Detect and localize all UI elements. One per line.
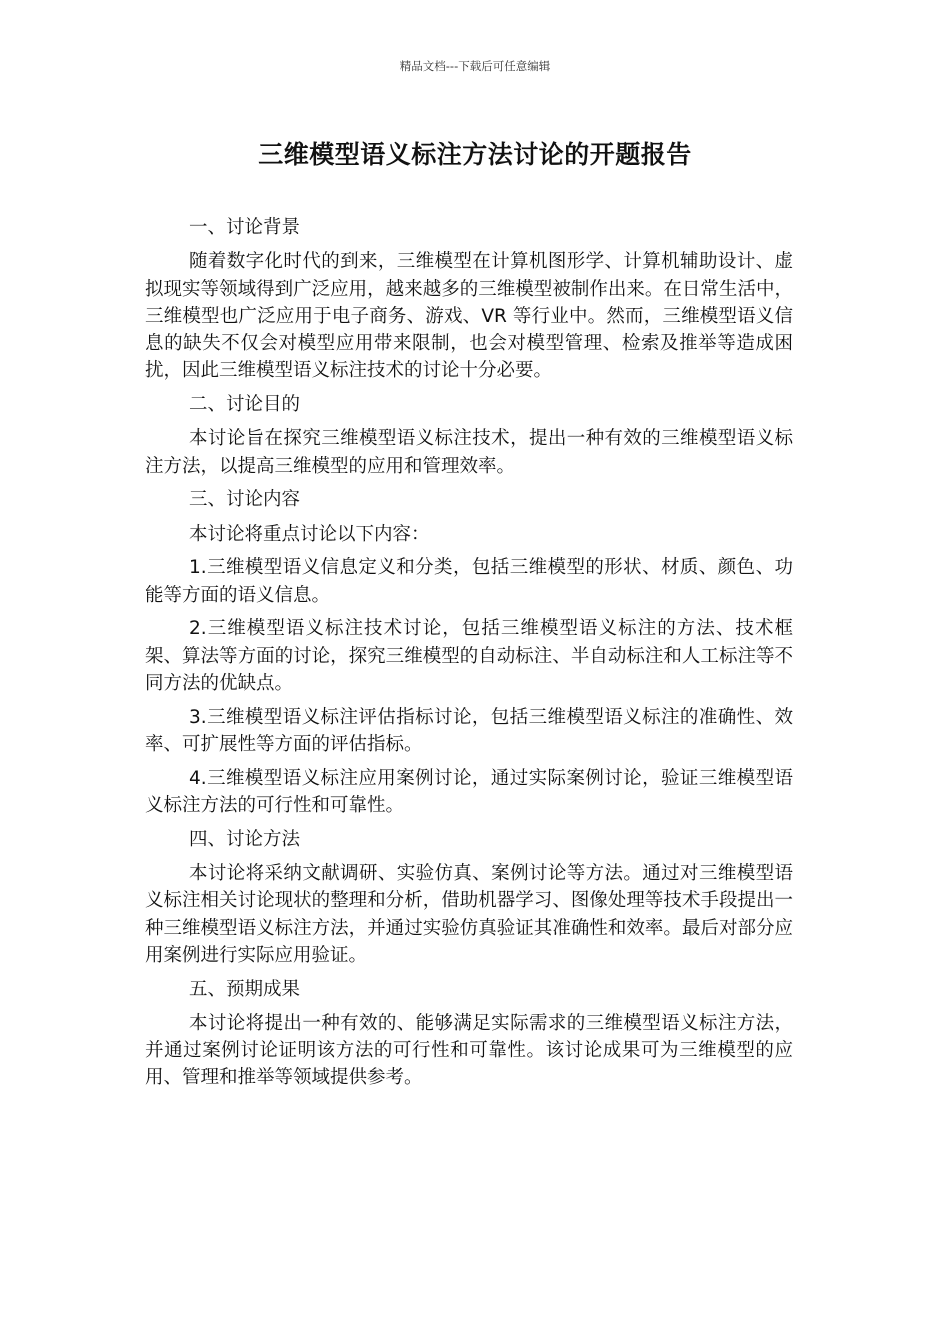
section-heading-content: 三、讨论内容 — [189, 489, 301, 511]
running-header: 精品文档---下载后可任意编辑 — [399, 59, 551, 73]
list-item-content-3: 3.三维模型语义标注评估指标讨论，包括三维模型语义标注的准确性、效率、可扩展性等方面的评估指标。 — [145, 706, 793, 755]
section-heading-purpose: 二、讨论目的 — [189, 394, 301, 416]
section-heading-expected-results: 五、预期成果 — [189, 978, 301, 1000]
document-title: 三维模型语义标注方法讨论的开题报告 — [258, 140, 692, 169]
paragraph-purpose: 本讨论旨在探究三维模型语义标注技术，提出一种有效的三维模型语义标注方法，以提高三维模型的应用和管理效率。 — [145, 428, 793, 477]
paragraph-methods: 本讨论将采纳文献调研、实验仿真、案例讨论等方法。通过对三维模型语义标注相关讨论现状的整理和分析，借助机器学习、图像处理等技术手段提出一种三维模型语义标注方法，并通过实验仿真验证其准确性和效率。最后对部分应用案例进行实际应用验证。 — [145, 862, 793, 966]
section-heading-methods: 四、讨论方法 — [189, 828, 301, 850]
paragraph-content-intro: 本讨论将重点讨论以下内容： — [189, 523, 430, 545]
paragraph-expected-results: 本讨论将提出一种有效的、能够满足实际需求的三维模型语义标注方法，并通过案例讨论证明该方法的可行性和可靠性。该讨论成果可为三维模型的应用、管理和推举等领域提供参考。 — [145, 1012, 793, 1089]
paragraph-background: 随着数字化时代的到来，三维模型在计算机图形学、计算机辅助设计、虚拟现实等领域得到广泛应用，越来越多的三维模型被制作出来。在日常生活中，三维模型也广泛应用于电子商务、游戏、VR 等行业中。然而，三维模型语义信息的缺失不仅会对模型应用带来限制，也会对模型管理、检索及推举等造成困扰，因此三维模型语义标注技术的讨论十分必要。 — [145, 251, 793, 382]
list-item-content-2: 2.三维模型语义标注技术讨论，包括三维模型语义标注的方法、技术框架、算法等方面的讨论，探究三维模型的自动标注、半自动标注和人工标注等不同方法的优缺点。 — [145, 618, 793, 695]
list-item-content-4: 4.三维模型语义标注应用案例讨论，通过实际案例讨论，验证三维模型语义标注方法的可行性和可靠性。 — [145, 767, 793, 816]
section-heading-background: 一、讨论背景 — [189, 217, 301, 238]
document-body — [145, 214, 793, 1098]
list-item-content-1: 1.三维模型语义信息定义和分类，包括三维模型的形状、材质、颜色、功能等方面的语义信息。 — [145, 557, 793, 606]
